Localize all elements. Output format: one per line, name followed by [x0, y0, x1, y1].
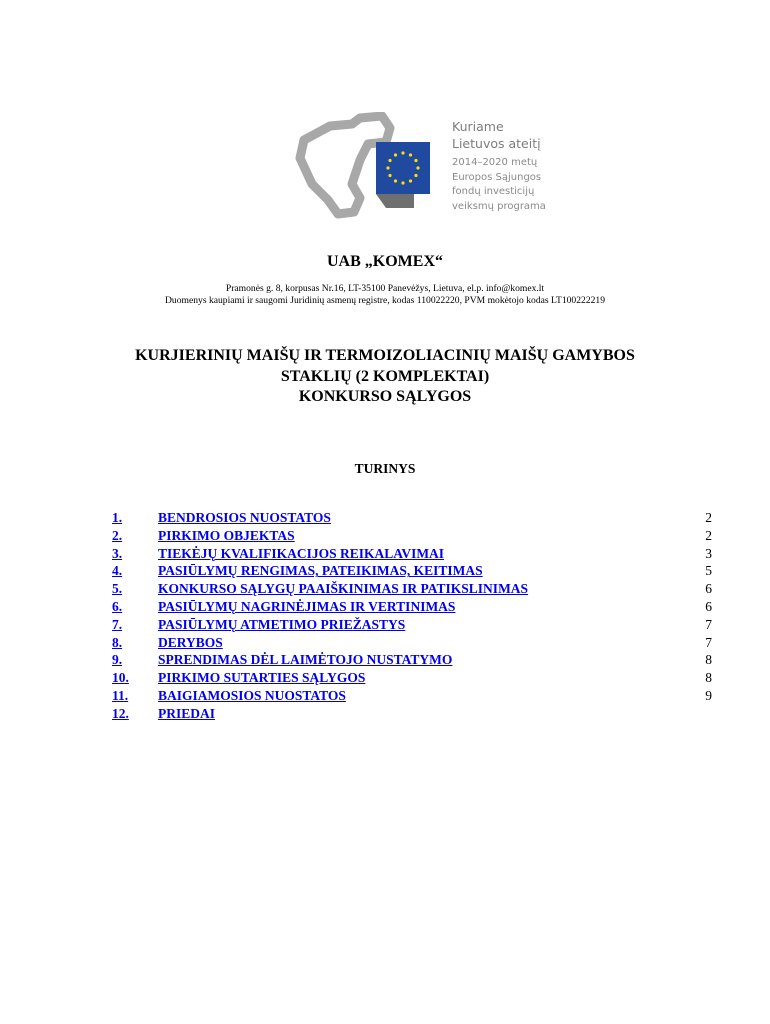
- toc-page-number: 9: [705, 687, 712, 703]
- table-of-contents: [112, 510, 712, 724]
- document-title-line: STAKLIŲ (2 KOMPLEKTAI): [280, 367, 490, 385]
- eu-star-icon: [388, 159, 391, 162]
- eu-star-icon: [394, 153, 397, 156]
- logo-subtitle-line: 2014–2020 metų: [452, 157, 538, 168]
- toc-label-link[interactable]: TIEKĖJŲ KVALIFIKACIJOS REIKALAVIMAI: [158, 545, 445, 561]
- toc-row[interactable]: [112, 528, 712, 546]
- company-registry: Duomenys kaupiami ir saugomi Juridinių asmenų registre, kodas 110022220, PVM mokėtojo kodas LT100222219: [164, 295, 606, 306]
- logo-subtitle-line: fondų investicijų: [452, 186, 535, 197]
- toc-row[interactable]: [112, 635, 712, 653]
- toc-label-link[interactable]: PASIŪLYMŲ ATMETIMO PRIEŽASTYS: [158, 616, 406, 632]
- toc-number-link[interactable]: 9.: [112, 652, 123, 668]
- toc-page-number: 8: [705, 670, 712, 686]
- toc-number-link[interactable]: 1.: [112, 510, 123, 525]
- toc-row[interactable]: [112, 670, 712, 688]
- logo-title-line: Lietuvos ateitį: [452, 136, 541, 151]
- toc-page-number: 3: [705, 545, 712, 561]
- company-name: UAB „KOMEX“: [327, 253, 443, 270]
- eu-star-icon: [401, 151, 404, 154]
- toc-number-link[interactable]: 6.: [112, 598, 123, 614]
- toc-heading: TURINYS: [354, 461, 416, 476]
- toc-label-link[interactable]: BENDROSIOS NUOSTATOS: [158, 510, 331, 525]
- toc-page-number: 8: [705, 652, 712, 668]
- toc-label-link[interactable]: KONKURSO SĄLYGŲ PAAIŠKINIMAS IR PATIKSLINIMAS: [158, 581, 529, 597]
- toc-number-link[interactable]: 12.: [112, 705, 129, 721]
- toc-number-link[interactable]: 5.: [112, 581, 123, 597]
- logo-title-line: Kuriame: [452, 119, 504, 134]
- toc-row[interactable]: [112, 563, 712, 581]
- toc-row[interactable]: [112, 510, 712, 528]
- toc-label-link[interactable]: SPRENDIMAS DĖL LAIMĖTOJO NUSTATYMO: [158, 652, 453, 668]
- toc-label-link[interactable]: PIRKIMO OBJEKTAS: [158, 527, 295, 543]
- toc-page-number: 7: [705, 616, 712, 632]
- toc-label-link[interactable]: BAIGIAMOSIOS NUOSTATOS: [158, 687, 346, 703]
- toc-number-link[interactable]: 10.: [112, 670, 129, 686]
- toc-number-link[interactable]: 4.: [112, 563, 123, 579]
- company-address: Pramonės g. 8, korpusas Nr.16, LT-35100 Panevėžys, Lietuva, el.p. info@komex.lt: [225, 283, 545, 294]
- logo-subtitle-line: veiksmų programa: [452, 200, 546, 212]
- toc-page-number: 2: [705, 527, 712, 543]
- eu-star-icon: [409, 179, 412, 182]
- toc-label-link[interactable]: PIRKIMO SUTARTIES SĄLYGOS: [158, 670, 366, 686]
- lithuania-eu-flag-logo: [290, 112, 450, 224]
- toc-page-number: 7: [705, 634, 712, 650]
- document-title: [0, 346, 770, 408]
- eu-star-icon: [388, 174, 391, 177]
- eu-star-icon: [416, 166, 419, 169]
- toc-label-link[interactable]: PASIŪLYMŲ RENGIMAS, PATEIKIMAS, KEITIMAS: [158, 563, 483, 579]
- toc-page-number: 5: [705, 563, 712, 579]
- toc-page-number: 6: [705, 598, 712, 614]
- eu-star-icon: [386, 166, 389, 169]
- toc-row[interactable]: [112, 599, 712, 617]
- toc-number-link[interactable]: 8.: [112, 634, 123, 650]
- toc-row[interactable]: [112, 546, 712, 564]
- eu-star-icon: [414, 159, 417, 162]
- logo-subtitle-line: Europos Sąjungos: [452, 171, 542, 183]
- toc-number-link[interactable]: 3.: [112, 545, 123, 561]
- toc-row[interactable]: [112, 706, 712, 724]
- toc-number-link[interactable]: 2.: [112, 527, 123, 543]
- eu-star-icon: [414, 174, 417, 177]
- eu-star-icon: [401, 181, 404, 184]
- toc-label-link[interactable]: PASIŪLYMŲ NAGRINĖJIMAS IR VERTINIMAS: [158, 598, 456, 614]
- toc-label-link[interactable]: PRIEDAI: [158, 705, 216, 721]
- document-title-line: KONKURSO SĄLYGOS: [298, 388, 472, 405]
- toc-number-link[interactable]: 11.: [112, 687, 129, 703]
- document-title-line: KURJIERINIŲ MAIŠŲ IR TERMOIZOLIACINIŲ MAIŠŲ GAMYBOS: [135, 347, 635, 364]
- toc-page-number: 6: [705, 581, 712, 597]
- toc-row[interactable]: [112, 688, 712, 706]
- toc-label-link[interactable]: DERYBOS: [158, 634, 223, 650]
- eu-funds-logo: [290, 112, 560, 224]
- eu-star-icon: [409, 153, 412, 156]
- toc-row[interactable]: [112, 581, 712, 599]
- toc-row[interactable]: [112, 652, 712, 670]
- toc-row[interactable]: [112, 617, 712, 635]
- toc-page-number: 2: [705, 510, 712, 525]
- toc-number-link[interactable]: 7.: [112, 616, 123, 632]
- eu-star-icon: [394, 179, 397, 182]
